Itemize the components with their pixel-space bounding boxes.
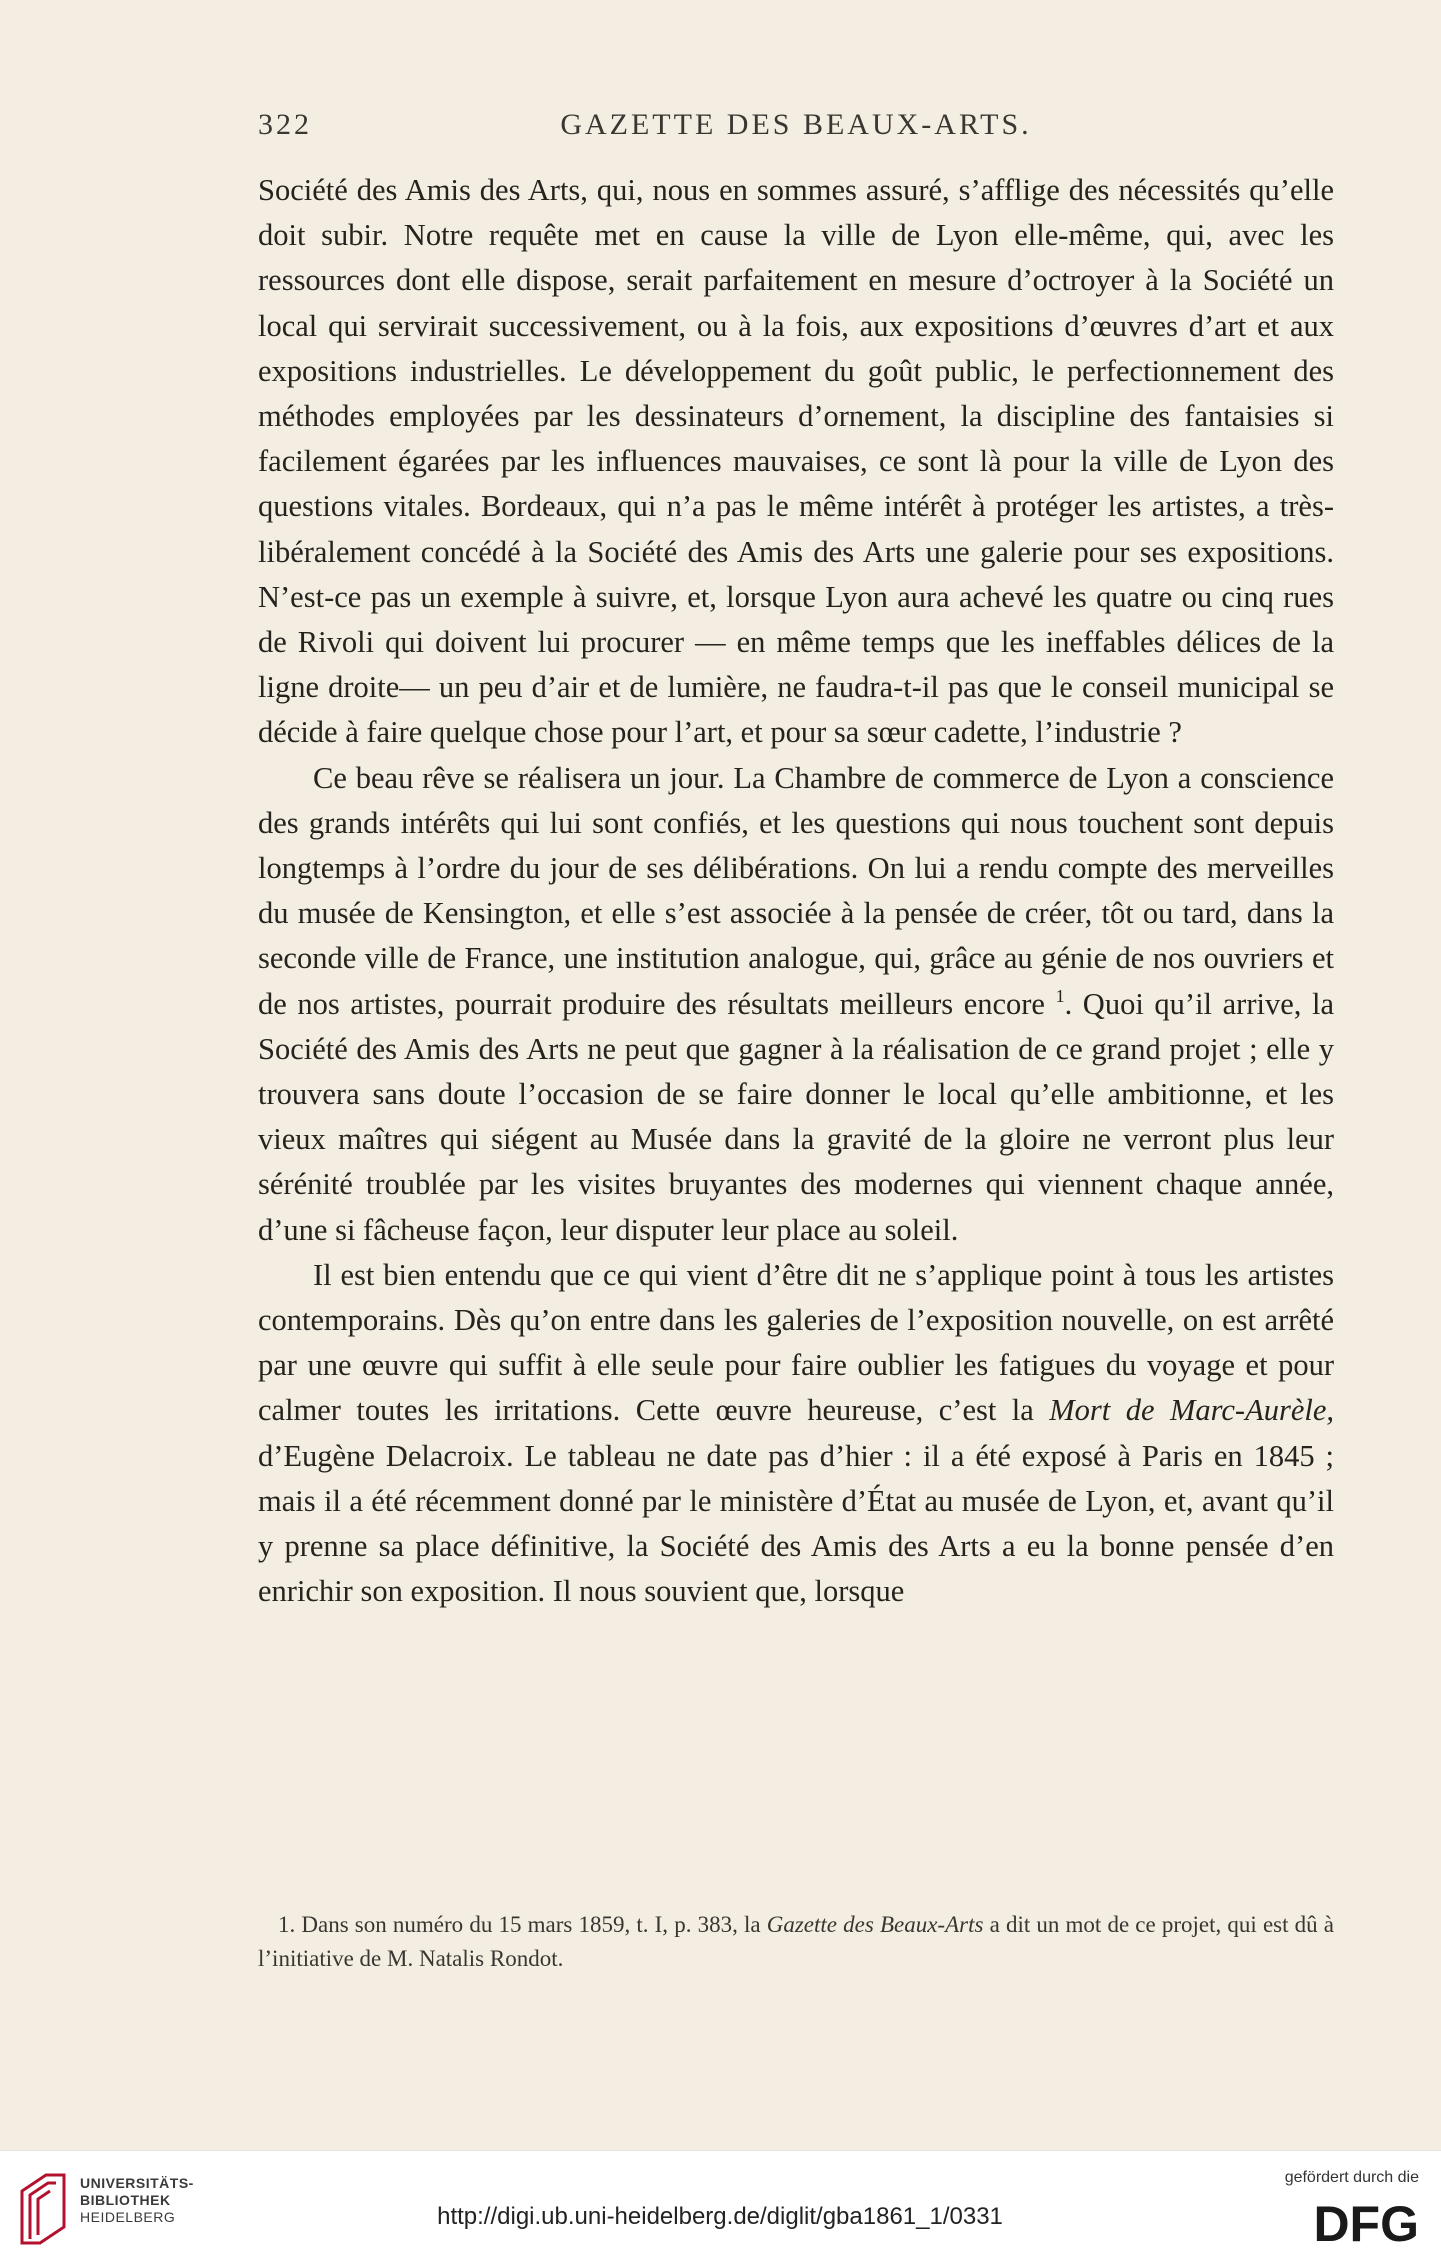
text-run: . Quoi qu’il arrive, la Société des Amis des Arts ne peut que gagner à la réalisation de ce grand projet ; elle y trouvera sans doute l’occasion de se faire donner le local qu’elle ambitionne, et les vieux maîtres qui siégent au Musée dans la gravité de la gloire ne verront plus leur sérénité troublée par les visites bruyantes des modernes qui viennent chaque année, d’une si fâcheuse façon, leur disputer leur place au soleil. [258,986,1334,1247]
library-name [80,2175,194,2226]
dfg-logo-icon [1289,2195,1419,2247]
page-number: 322 [258,108,312,141]
library-logo-icon [16,2169,70,2249]
footnote [258,1908,1334,1976]
funded-by-label: gefördert durch die [1284,2169,1419,2186]
svg-text:DFG: DFG [1313,2196,1419,2247]
text-run: Ce beau rêve se réalisera un jour. La Chambre de commerce de Lyon a conscience des grands intérêts qui lui sont confiés, et les questions qui nous touchent sont depuis longtemps à l’ordre du jour de ses délibérations. On lui a rendu compte des merveilles du musée de Kensington, et elle s’est associée à la pensée de créer, tôt ou tard, dans la seconde ville de France, une institution analogue, qui, grâce au génie de nos ouvriers et de nos artistes, pourrait produire des résultats meilleurs encore [258,760,1334,1021]
library-name-line: BIBLIOTHEK [80,2192,171,2208]
footer-bar [0,2150,1441,2266]
permalink-url[interactable]: http://digi.ub.uni-heidelberg.de/diglit/gba1861_1/0331 [437,2203,1003,2230]
text-run: Société des Amis des Arts, qui, nous en sommes assuré, s’afflige des nécessités qu’elle doit subir. Notre requête met en cause la ville de Lyon elle-même, qui, avec les ressources dont elle dispose, serait parfaitement en mesure d’octroyer à la Société un local qui servirait successivement, ou à la fois, aux expositions d’œuvres d’art et aux expositions industrielles. Le développement du goût public, le perfectionnement des méthodes employées par les dessinateurs d’ornement, la discipline des fantaisies si facilement égarées par les influences mauvaises, ce sont là pour la ville de Lyon des questions vitales. Bordeaux, qui n’a pas le même intérêt à protéger les artistes, a très-libéralement concédé à la Société des Amis des Arts une galerie pour ses expositions. N’est-ce pas un exemple à suivre, et, lorsque Lyon aura achevé les quatre ou cinq rues de Rivoli qui doivent lui procurer — en même temps que les ineffables délices de la ligne droite— un peu d’air et de lumière, ne faudra-t-il pas que le conseil municipal se décide à faire quelque chose pour l’art, et pour sa sœur cadette, l’industrie ? [258,173,1334,750]
footnote-marker: 1 [1055,985,1065,1006]
text-run: a dit un mot de ce projet, qui est dû à l’initiative de M. Natalis Rondot. [258,1912,1334,1971]
paragraph [258,168,1334,756]
library-name-line: UNIVERSITÄTS- [80,2175,194,2191]
main-text [258,168,1334,1615]
paragraph [258,756,1334,1253]
library-name-line: HEIDELBERG [80,2209,176,2225]
running-title: GAZETTE DES BEAUX-ARTS. [560,108,1032,141]
italic-title: Mort de Marc-Aurèle, [1049,1393,1334,1428]
text-run: Il est bien entendu que ce qui vient d’être dit ne s’applique point à tous les artistes contemporains. Dès qu’on entre dans les galeries de l’exposition nouvelle, on est arrêté par une œuvre qui suffit à elle seule pour faire oublier les fatigues du voyage et pour calmer toutes les irritations. Cette œuvre heureuse, c’est la [258,1257,1334,1428]
running-header [258,108,1334,148]
text-run: 1. Dans son numéro du 15 mars 1859, t. I, p. 383, la [278,1912,767,1937]
text-run: d’Eugène Delacroix. Le tableau ne date pas d’hier : il a été exposé à Paris en 1845 ; mais il a été récemment donné par le ministère d’État au musée de Lyon, et, avant qu’il y prenne sa place définitive, la Société des Amis des Arts a eu la bonne pensée d’en enrichir son exposition. Il nous souvient que, lorsque [258,1438,1334,1609]
footnote-text [258,1908,1334,1976]
italic-title: Gazette des Beaux-Arts [766,1912,984,1937]
paragraph [258,1253,1334,1615]
